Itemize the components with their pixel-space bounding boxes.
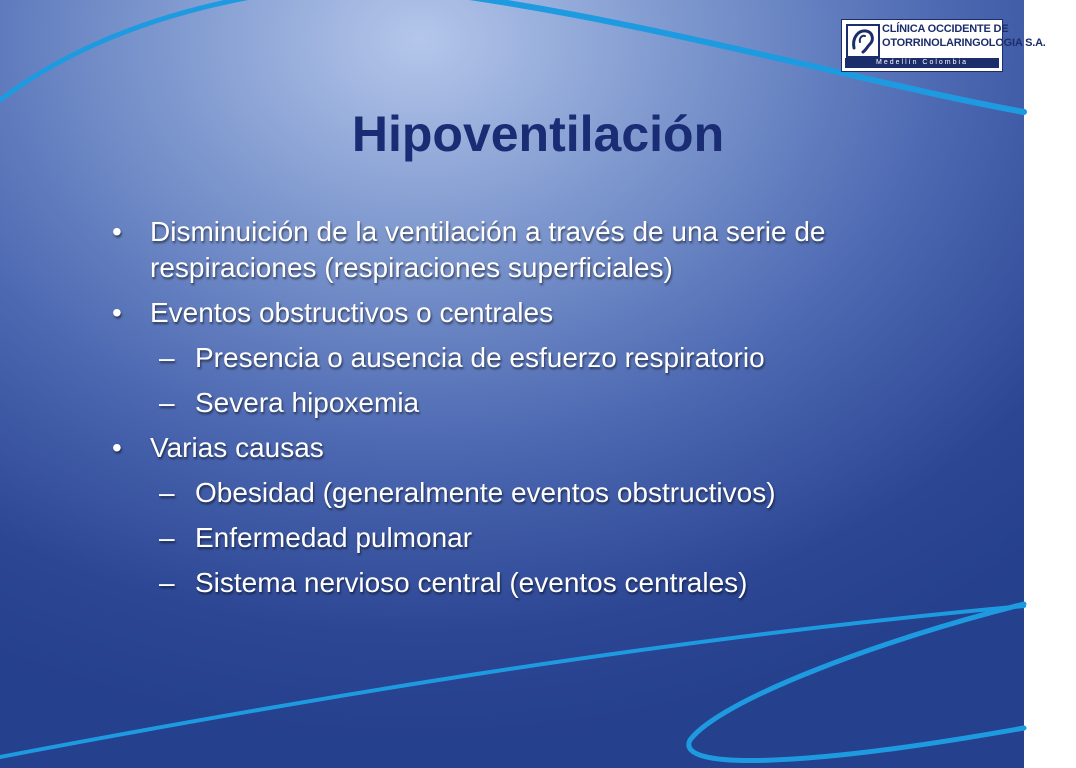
bullet-marker: •	[112, 432, 122, 463]
bullet-text: Obesidad (generalmente eventos obstructivos)	[195, 477, 776, 508]
logo-tagline: Medellín Colombia	[845, 58, 999, 68]
bullet-text: Varias causas	[150, 432, 324, 463]
dash-marker: –	[159, 567, 175, 598]
bullet-text: Disminuición de la ventilación a través de una serie de respiraciones (respiraciones superficiales)	[150, 216, 826, 283]
bullet-text: Severa hipoxemia	[195, 387, 420, 418]
sub-bullet-item	[112, 340, 912, 376]
dash-marker: –	[159, 342, 175, 373]
ear-emblem-icon	[846, 24, 880, 58]
bullet-text: Eventos obstructivos o centrales	[150, 297, 554, 328]
logo-name-line1: CLÍNICA OCCIDENTE DE	[882, 23, 1009, 35]
bullet-marker: •	[112, 297, 122, 328]
logo-name-line2: OTORRINOLARINGOLOGIA S.A.	[882, 37, 1046, 49]
dash-marker: –	[159, 387, 175, 418]
dash-marker: –	[159, 522, 175, 553]
sub-bullet-item	[112, 520, 912, 556]
bullet-text: Enfermedad pulmonar	[195, 522, 473, 553]
bullet-text: Sistema nervioso central (eventos centrales)	[195, 567, 748, 598]
sub-bullet-item	[112, 475, 912, 511]
clinic-logo	[841, 19, 1046, 72]
slide-title: Hipoventilación	[351, 106, 725, 162]
bullet-item	[112, 430, 912, 466]
sub-bullet-item	[112, 385, 912, 421]
dash-marker: –	[159, 477, 175, 508]
bullet-list	[112, 214, 912, 601]
bullet-marker: •	[112, 216, 122, 247]
bullet-item	[112, 214, 912, 286]
sub-bullet-item	[112, 565, 912, 601]
bullet-item	[112, 295, 912, 331]
bullet-text: Presencia o ausencia de esfuerzo respiratorio	[195, 342, 765, 373]
